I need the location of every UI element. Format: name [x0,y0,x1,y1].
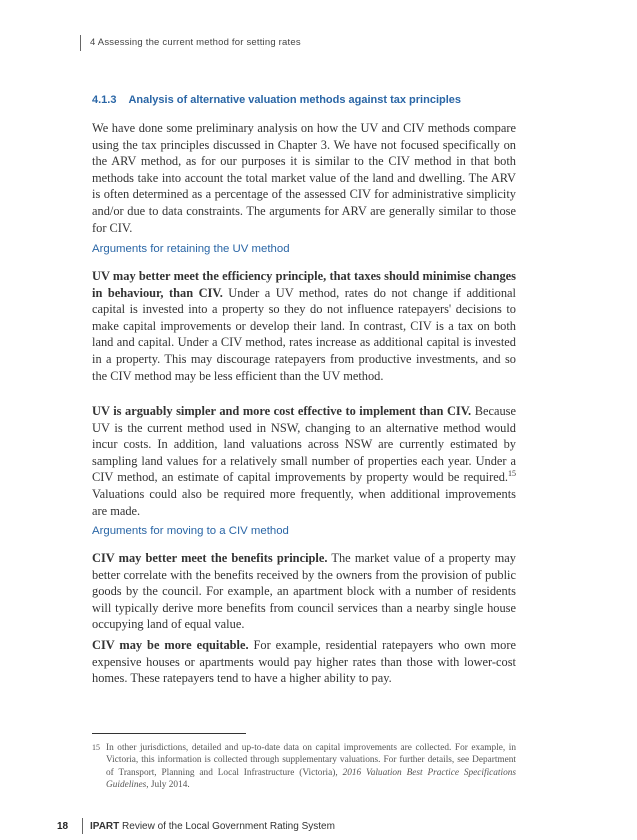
footer-report-title: Review of the Local Government Rating System [122,821,335,832]
footnote-reference[interactable]: 15 [508,469,516,479]
footnote-publication-title: 2016 Valuation Best Practice Specifications Guidelines [106,767,517,791]
paragraph-uv-simpler [92,403,516,519]
lead-uv-simpler: UV is arguably simpler and more cost effective to implement than CIV. [92,404,472,418]
body-civ-equitable: For example, residential ratepayers who own more expensive houses or apartments would pay higher rates than those with lower-cost homes. These ratepayers tend to have a higher ability to pay. [92,638,516,686]
page-number: 18 [57,821,69,832]
footnote [92,742,516,792]
footnote-divider [92,733,246,734]
subheading-move-civ: Arguments for moving to a CIV method [92,525,289,537]
section-heading [92,94,461,106]
subheading-retain-uv: Arguments for retaining the UV method [92,243,290,255]
lead-civ-equitable: CIV may be more equitable. [92,638,249,652]
section-title: Analysis of alternative valuation methods against tax principles [128,94,462,106]
body-uv-simpler-b: Valuations could also be required more frequently, when additional improvements are made. [92,486,516,518]
section-number: 4.1.3 [92,94,117,106]
body-uv-simpler-a: Because UV is the current method used in NSW, changing to an alternative method would incur costs. In addition, land valuations across NSW are currently estimated by sampling land values for a relatively small number of properties each year. Under a CIV method, an estimate of capital improvements by property would be required. [92,404,516,485]
footer-title [90,821,335,832]
footnote-text: In other jurisdictions, detailed and up-to-date data on capital improvements are collected. For example, in Victoria, this information is collected through supplementary valuations. For further details, see Department of Transport, Planning and Local Infrastructure (Victoria), [106,743,516,778]
header-divider [80,35,81,51]
body-civ-benefits: The market value of a property may better correlate with the benefits received by the owners from the provision of public goods by the council. For example, an apartment block with a number of residents will typically derive more benefits from council services than a nearby single house occupying land of equal value. [92,551,516,632]
footer-org: IPART [90,821,120,832]
lead-uv-efficiency: UV may better meet the efficiency principle, that taxes should minimise changes in behaviour, than CIV. [92,269,516,300]
footnote-tail: , July 2014. [146,780,190,791]
running-head: 4 Assessing the current method for setting rates [90,37,301,48]
paragraph-civ-benefits [92,550,516,633]
footer-divider [82,818,83,834]
paragraph-uv-efficiency [92,268,516,384]
intro-paragraph: We have done some preliminary analysis on how the UV and CIV methods compare using the tax principles discussed in Chapter 3. We have not focused specifically on the ARV method, as for our purposes it is similar to the CIV method in that both methods take into account the total market value of the land and dwelling. The ARV is often determined as a percentage of the assessed CIV for administrative simplicity and/or due to data constraints. The arguments for ARV are generally similar to those for CIV. [92,121,516,235]
lead-civ-benefits: CIV may better meet the benefits principle. [92,551,328,565]
paragraph-civ-equitable [92,637,516,687]
footnote-number: 15 [92,743,100,752]
body-uv-efficiency: Under a UV method, rates do not change if additional capital is invested into a property so they do not influence ratepayers' decisions to make capital improvements or develop their land. In contrast, CIV is a tax on both land and capital. Under a CIV method, rates increase as additional capital is invested in a property. This may discourage ratepayers from productive investments, and so the CIV method may be less efficient than the UV method. [92,285,516,383]
